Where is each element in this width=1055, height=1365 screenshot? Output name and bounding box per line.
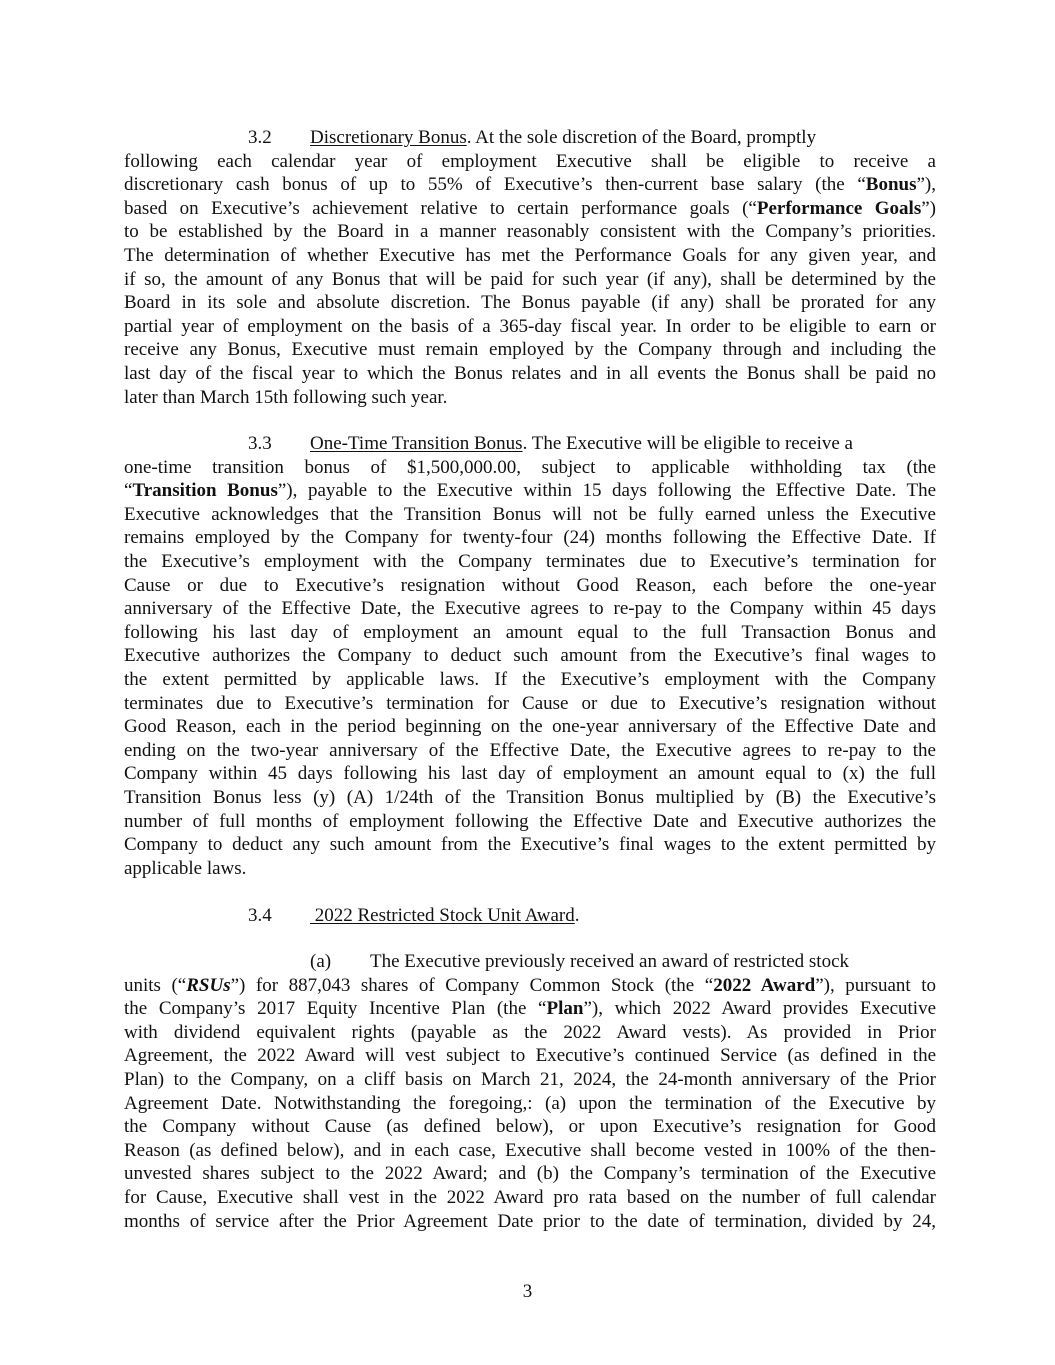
body-line: number of full months of employment following the Effective Date and Executive authorizes the — [124, 810, 936, 832]
body-line: ending on the two-year anniversary of the Effective Date, the Executive agrees to re-pay to the — [124, 739, 936, 761]
section-3-2 — [124, 126, 936, 409]
body-line: the Company without Cause (as defined below), or upon Executive’s resignation for Good — [124, 1116, 936, 1138]
body-line: Company within 45 days following his last day of employment an amount equal to (x) the full — [124, 763, 936, 785]
defined-term: Plan — [546, 998, 584, 1020]
section-heading: 2022 Restricted Stock Unit Award — [310, 905, 575, 926]
body-line: unvested shares subject to the 2022 Award; and (b) the Company’s termination of the Executive — [124, 1163, 936, 1185]
body-line: terminates due to Executive’s termination for Cause or due to Executive’s resignation without — [124, 692, 936, 714]
body-line: remains employed by the Company for twenty-four (24) months following the Effective Date. If — [124, 527, 936, 549]
body-line: following his last day of employment an amount equal to the full Transaction Bonus and — [124, 621, 936, 643]
body-line: later than March 15th following such year. — [124, 386, 448, 408]
page-number: 3 — [522, 1281, 533, 1302]
body-line: based on Executive’s achievement relative to certain performance goals (“Performance Goals”) — [124, 197, 936, 219]
defined-term: Transition Bonus — [132, 480, 278, 502]
section-heading: Discretionary Bonus — [310, 127, 467, 148]
section-3-4-heading-line: 3.4 2022 Restricted Stock Unit Award. — [248, 905, 580, 926]
section-3-3 — [124, 432, 936, 880]
section-3-3-first-line: 3.3 One-Time Transition Bonus. The Executive will be eligible to receive a — [248, 433, 853, 454]
body-line: months of service after the Prior Agreement Date prior to the date of termination, divided by 24, — [124, 1210, 936, 1232]
body-line: Executive acknowledges that the Transition Bonus will not be fully earned unless the Executive — [124, 503, 936, 525]
body-line: anniversary of the Effective Date, the Executive agrees to re-pay to the Company within 45 days — [124, 598, 936, 620]
section-number: 3.2 — [248, 127, 272, 148]
body-line: partial year of employment on the basis of a 365-day fiscal year. In order to be eligible to earn or — [124, 315, 936, 337]
body-line: Good Reason, each in the period beginning on the one-year anniversary of the Effective Date and — [124, 716, 936, 738]
section-heading: One-Time Transition Bonus — [310, 433, 523, 454]
body-line: The determination of whether Executive has met the Performance Goals for any given year, and — [124, 244, 936, 266]
body-line: Agreement Date. Notwithstanding the foregoing,: (a) upon the termination of the Executive by — [124, 1092, 936, 1114]
defined-term: Bonus — [865, 174, 917, 196]
section-3-4 — [124, 904, 936, 928]
body-line: the Executive’s employment with the Company terminates due to Executive’s termination for — [124, 550, 936, 572]
body-line: following each calendar year of employment Executive shall be eligible to receive a — [124, 150, 936, 172]
body-line: to be established by the Board in a manner reasonably consistent with the Company’s priorities. — [124, 221, 936, 243]
body-line: Transition Bonus less (y) (A) 1/24th of the Transition Bonus multiplied by (B) the Executive’s — [124, 786, 936, 808]
section-3-2-first-line: 3.2 Discretionary Bonus. At the sole discretion of the Board, promptly — [248, 127, 817, 148]
subsection-label: (a) — [310, 951, 332, 972]
body-line: for Cause, Executive shall vest in the 2022 Award pro rata based on the number of full calendar — [124, 1186, 936, 1208]
body-line: if so, the amount of any Bonus that will be paid for such year (if any), shall be determined by the — [124, 268, 936, 290]
body-line: Board in its sole and absolute discretion. The Bonus payable (if any) shall be prorated for any — [124, 292, 936, 314]
body-line: units (“RSUs”) for 887,043 shares of Company Common Stock (the “2022 Award”), pursuant to — [124, 974, 936, 996]
body-line: “Transition Bonus”), payable to the Executive within 15 days following the Effective Date. The — [124, 480, 936, 502]
section-number: 3.4 — [248, 905, 272, 926]
body-line: one-time transition bonus of $1,500,000.00, subject to applicable withholding tax (the — [124, 456, 936, 478]
body-line: discretionary cash bonus of up to 55% of Executive’s then-current base salary (the “Bonus”), — [124, 174, 936, 196]
body-line: Company to deduct any such amount from the Executive’s final wages to the extent permitted by — [124, 834, 936, 856]
body-line: the extent permitted by applicable laws. If the Executive’s employment with the Company — [124, 668, 936, 690]
body-line: applicable laws. — [124, 857, 247, 879]
subsection-first-line: (a) The Executive previously received an award of restricted stock — [310, 951, 850, 972]
body-line: Reason (as defined below), and in each case, Executive shall become vested in 100% of the then- — [124, 1139, 936, 1161]
body-line: last day of the fiscal year to which the Bonus relates and in all events the Bonus shall be paid no — [124, 362, 936, 384]
body-line: the Company’s 2017 Equity Incentive Plan (the “Plan”), which 2022 Award provides Executive — [124, 998, 936, 1020]
body-line: Executive authorizes the Company to deduct such amount from the Executive’s final wages to — [124, 645, 936, 667]
defined-term: 2022 Award — [713, 974, 816, 996]
defined-term: Performance Goals — [756, 197, 922, 219]
section-3-4-a — [124, 950, 936, 1233]
body-line: receive any Bonus, Executive must remain employed by the Company through and including the — [124, 339, 936, 361]
body-line: Agreement, the 2022 Award will vest subject to Executive’s continued Service (as defined in the — [124, 1045, 936, 1067]
body-line: Plan) to the Company, on a cliff basis on March 21, 2024, the 24-month anniversary of the Prior — [124, 1068, 936, 1090]
defined-term: RSUs — [186, 974, 231, 996]
section-number: 3.3 — [248, 433, 272, 454]
body-line: with dividend equivalent rights (payable as the 2022 Award vests). As provided in Prior — [124, 1021, 936, 1043]
body-line: Cause or due to Executive’s resignation without Good Reason, each before the one-year — [124, 574, 936, 596]
